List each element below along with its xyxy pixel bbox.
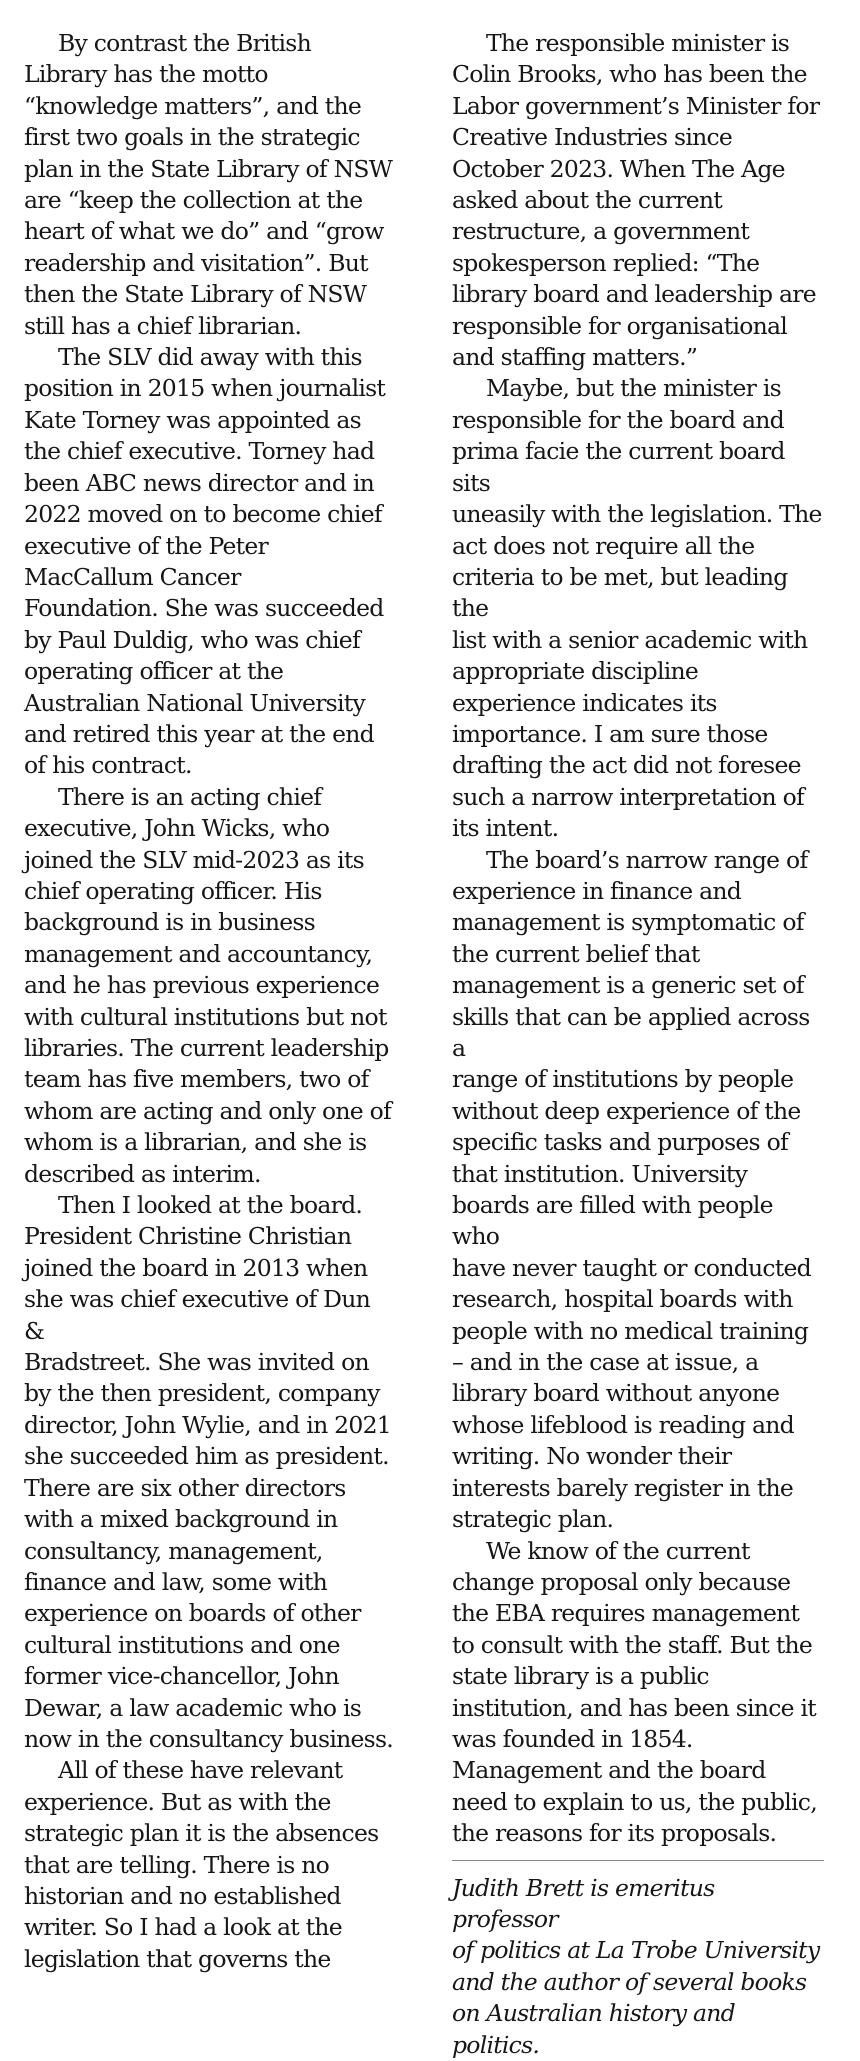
left-column — [24, 28, 396, 2061]
paragraph: There is an acting chief executive, John Wicks, who joined the SLV mid-2023 as its chief operating officer. His background is in business management and accountancy, and he has previous experience with cultural institutions but not libraries. The current leadership team has five members, two of whom are acting and only one of whom is a librarian, and she is described as interim. — [24, 782, 392, 1188]
article-page — [24, 28, 824, 2061]
byline-divider — [452, 1860, 824, 1861]
right-column — [452, 28, 824, 2061]
paragraph: The board’s narrow range of experience in finance and management is symptomatic of the current belief that management is a generic set of skills that can be applied across a range of institutions by people without deep experience of the specific tasks and purposes of that institution. University boards are filled with people who have never taught or conducted research, hospital boards with people with no medical training – and in the case at issue, a library board without anyone whose lifeblood is reading and writing. No wonder their interests barely register in the strategic plan. — [452, 845, 811, 1534]
paragraph: Maybe, but the minister is responsible for the board and prima facie the current board sits uneasily with the legislation. The act does not require all the criteria to be met, but leading the list with a senior academic with appropriate discipline experience indicates its importance. I am sure those drafting the act did not foresee such a narrow interpretation of its intent. — [452, 374, 822, 843]
paragraph: All of these have relevant experience. But as with the strategic plan it is the absences that are telling. There is no historian and no established writer. So I had a look at the legislation that governs the — [24, 1756, 379, 1973]
paragraph: Then I looked at the board. President Christine Christian joined the board in 2013 when she was chief executive of Dun & Bradstreet. She was invited on by the then president, company director, John Wylie, and in 2021 she succeeded him as president. There are six other directors with a mixed background in consultancy, management, finance and law, some with experience on boards of other cultural institutions and one former vice-chancellor, John Dewar, a law academic who is now in the consultancy business. — [24, 1191, 393, 1753]
paragraph: By contrast the British Library has the motto “knowledge matters”, and the first two goals in the strategic plan in the State Library of NSW are “keep the collection at the heart of what we do” and “grow readership and visitation”. But then the State Library of NSW still has a chief librarian. — [24, 29, 393, 340]
paragraph: The responsible minister is Colin Brooks, who has been the Labor government’s Minister for Creative Industries since October 2023. When The Age asked about the current restructure, a government spokesperson replied: “The library board and leadership are responsible for organisational and staffing matters.” — [452, 29, 820, 372]
paragraph: The SLV did away with this position in 2015 when journalist Kate Torney was appointed as the chief executive. Torney had been ABC news director and in 2022 moved on to become chief executive of the Peter MacCallum Cancer Foundation. She was succeeded by Paul Duldig, who was chief operating officer at the Australian National University and retired this year at the end of his contract. — [24, 343, 386, 780]
author-byline: Judith Brett is emeritus professor of politics at La Trobe University and the author of several books on Australian history and politics. — [452, 1873, 820, 2059]
paragraph: We know of the current change proposal only because the EBA requires management to consult with the staff. But the state library is a public institution, and has been since it was founded in 1854. Management and the board need to explain to us, the public, the reasons for its proposals. — [452, 1536, 817, 1848]
